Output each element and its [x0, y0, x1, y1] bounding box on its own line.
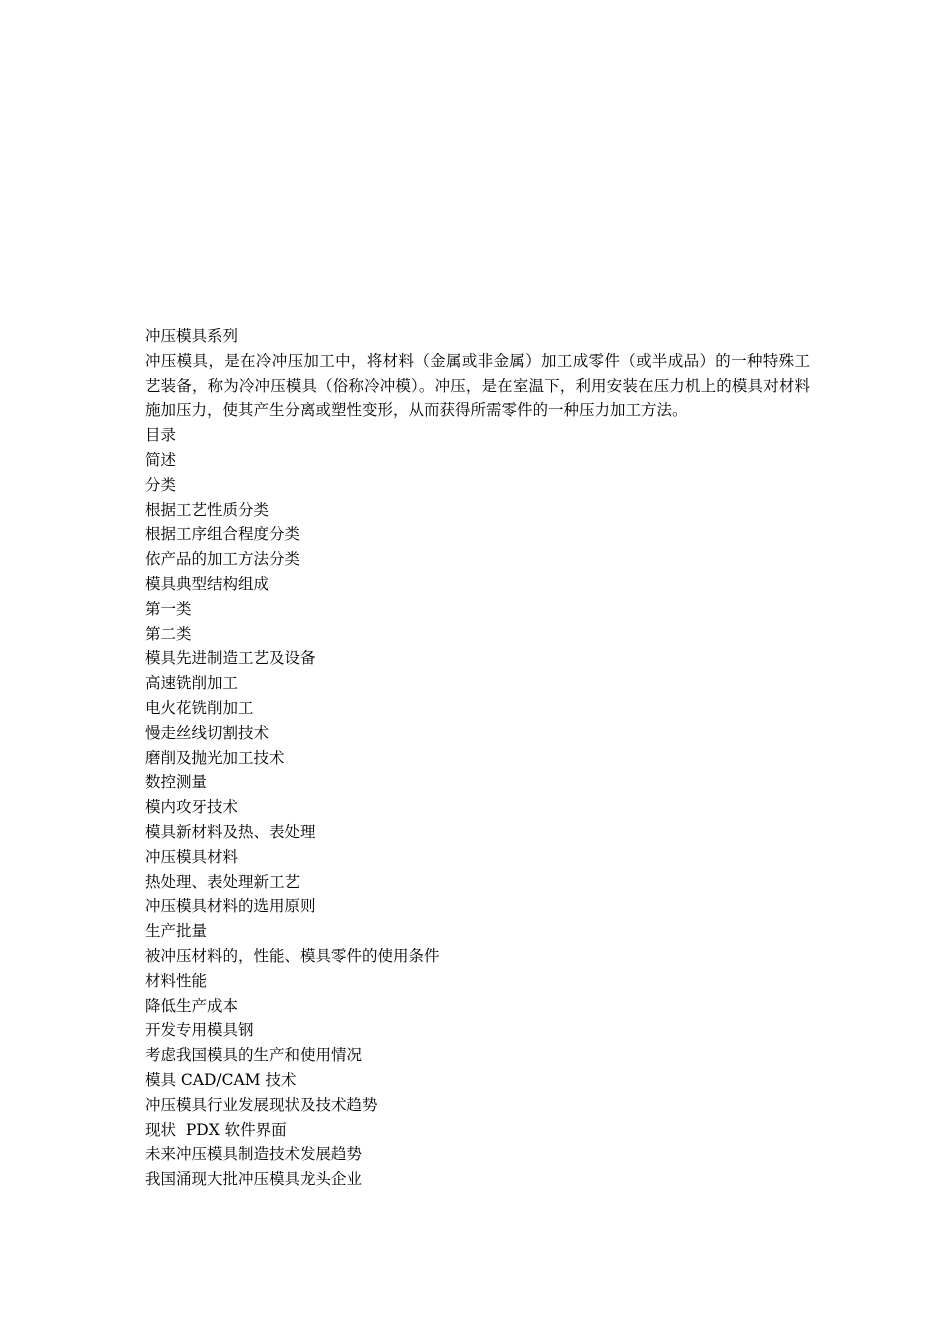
toc-item: 降低生产成本: [145, 996, 239, 1015]
toc-item: 现状 PDX 软件界面: [145, 1120, 287, 1139]
toc-item: 考虑我国模具的生产和使用情况: [145, 1046, 363, 1065]
toc-heading: 目录: [145, 426, 177, 445]
toc-item: 第一类: [145, 599, 192, 618]
toc-item: 开发专用模具钢: [145, 1021, 254, 1040]
toc-item: 模内攻牙技术: [145, 798, 239, 817]
toc-item: 热处理、表处理新工艺: [145, 872, 301, 891]
toc-item: 模具新材料及热、表处理: [145, 822, 316, 841]
toc-item: 磨削及抛光加工技术: [145, 748, 285, 767]
toc-item: 简述: [145, 450, 177, 469]
document-page: [145, 324, 810, 1192]
document-title: 冲压模具系列: [145, 327, 239, 345]
intro-paragraph: 冲压模具，是在冷冲压加工中，将材料（金属或非金属）加工成零件（或半成品）的一种特殊工艺装备，称为冷冲压模具（俗称冷冲模）。冲压，是在室温下，利用安装在压力机上的模具对材料施加压力，使其产生分离或塑性变形，从而获得所需零件的一种压力加工方法。: [145, 351, 810, 420]
toc-item: 第二类: [145, 624, 192, 643]
toc-item: 数控测量: [145, 773, 208, 792]
toc-item: 根据工艺性质分类: [145, 500, 270, 519]
toc-item: 模具 CAD/CAM 技术: [145, 1070, 297, 1089]
toc-item: 冲压模具行业发展现状及技术趋势: [145, 1095, 378, 1114]
toc-item: 根据工序组合程度分类: [145, 525, 301, 544]
toc-item: 依产品的加工方法分类: [145, 550, 301, 569]
toc-item: 慢走丝线切割技术: [145, 723, 270, 742]
toc-item: 电火花铣削加工: [145, 698, 254, 717]
toc-item: 分类: [145, 475, 177, 494]
toc-item: 我国涌现大批冲压模具龙头企业: [145, 1170, 363, 1189]
toc-list: [145, 448, 810, 1192]
toc-item: 冲压模具材料的选用原则: [145, 897, 316, 916]
toc-item: 模具典型结构组成: [145, 574, 270, 593]
toc-item: 模具先进制造工艺及设备: [145, 649, 316, 668]
toc-item: 未来冲压模具制造技术发展趋势: [145, 1145, 363, 1164]
toc-item: 冲压模具材料: [145, 847, 239, 866]
toc-item: 材料性能: [145, 971, 208, 990]
toc-item: 生产批量: [145, 922, 208, 941]
toc-item: 高速铣削加工: [145, 674, 239, 693]
toc-item: 被冲压材料的，性能、模具零件的使用条件: [145, 946, 440, 965]
